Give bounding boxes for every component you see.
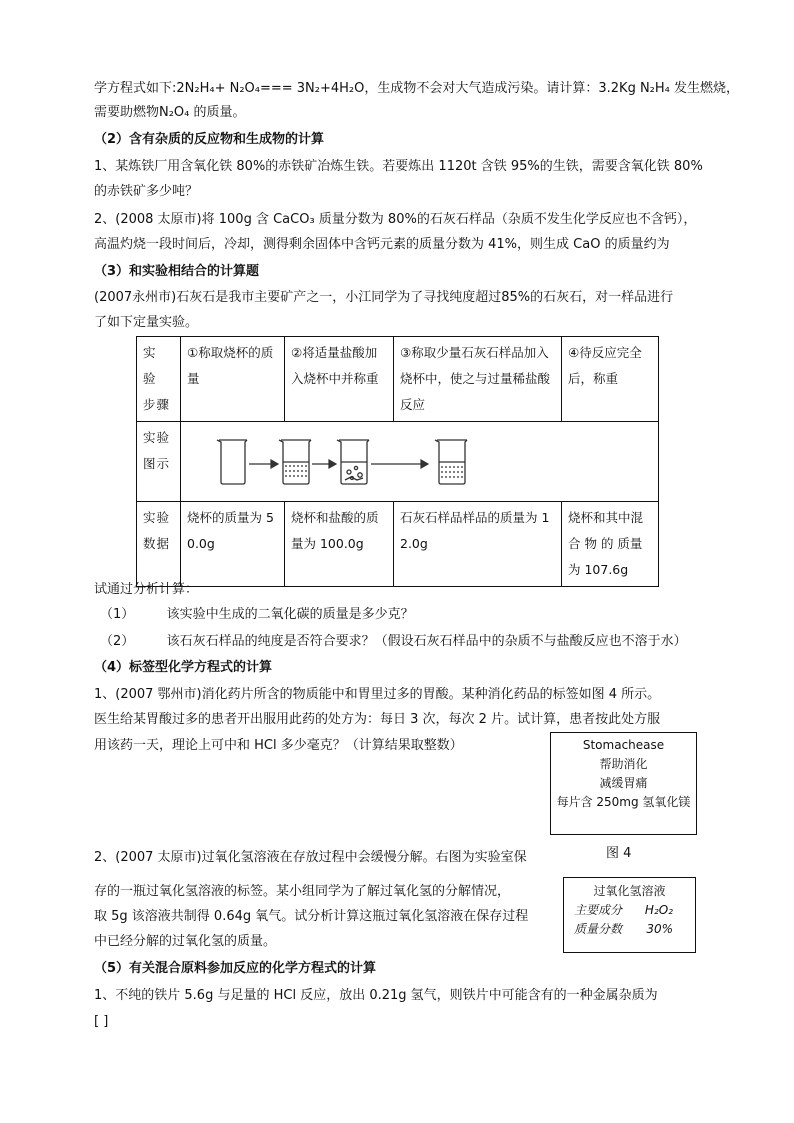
- s3-prompt: 试通过分析计算：: [94, 582, 199, 597]
- table-row-data: [137, 502, 659, 587]
- intro-line-1: 学方程式如下:2N₂H₄+ N₂O₄=== 3N₂+4H₂O，生成物不会对大气造成污染。请计算：3.2Kg N₂H₄ 发生燃烧，: [94, 81, 740, 96]
- s3-item-1: [100, 605, 414, 625]
- s3-intro-line-1: (2007永州市)石灰石是我市主要矿产之一，小江同学为了寻找纯度超过85%的石灰石，对一样品进行: [94, 290, 674, 305]
- row-label-data: 实验 数据: [137, 502, 181, 587]
- s3-item-2-text: 该石灰石样品的纯度是否符合要求？（假设石灰石样品中的杂质不与盐酸反应也不溶于水）: [166, 634, 687, 649]
- s5-q1-line-2: [ ]: [94, 1014, 109, 1029]
- s2-q1-line-1: 1、某炼铁厂用含氧化铁 80%的赤铁矿冶炼生铁。若要炼出 1120t 含铁 95%的生铁，需要含氧化铁 80%: [94, 159, 703, 174]
- s4-q2-line-2: 存的一瓶过氧化氢溶液的标签。某小组同学为了解过氧化氢的分解情况，: [94, 884, 511, 899]
- s4-q1-line-2: 医生给某胃酸过多的患者开出服用此药的处方为：每日 3 次，每次 2 片。试计算，患者按此处方服: [94, 712, 661, 727]
- s4-q1-line-1: 1、(2007 鄂州市)消化药片所含的物质能中和胃里过多的胃酸。某种消化药品的标签如图 4 所示。: [94, 687, 661, 702]
- beaker-illustration-cell: [181, 422, 659, 502]
- stomachease-label: [550, 732, 697, 835]
- s5-q1-line-1: 1、不纯的铁片 5.6g 与足量的 HCl 反应，放出 0.21g 氢气，则铁片中可能含有的一种金属杂质为: [94, 988, 658, 1003]
- data-2: 烧杯和盐酸的质量为 100.0g: [285, 502, 394, 587]
- arrow-2: [312, 460, 336, 468]
- step-1: ①称取烧杯的质量: [181, 337, 285, 422]
- label-brand: Stomachease: [582, 738, 665, 752]
- label-line-2: 帮助消化: [599, 757, 648, 771]
- section-3-title: （3）和实验相结合的计算题: [94, 264, 260, 279]
- s2-q2-line-1: 2、(2008 太原市)将 100g 含 CaCO₃ 质量分数为 80%的石灰石样品（杂质不发生化学反应也不含钙），: [94, 212, 697, 227]
- beaker-2-acid: [279, 440, 311, 484]
- s3-item-2: [100, 632, 687, 652]
- s3-item-1-num: （1）: [100, 607, 135, 622]
- h2o2-row-1: [564, 901, 695, 920]
- h2o2-label: [563, 877, 696, 953]
- beaker-1-empty: [217, 440, 247, 484]
- data-4: 烧杯和其中混 合 物 的 质量为 107.6g: [562, 502, 659, 587]
- s2-q2-line-2: 高温灼烧一段时间后，冷却，测得剩余固体中含钙元素的质量分数为 41%，则生成 CaO 的质量约为: [94, 237, 670, 252]
- section-4-title: （4）标签型化学方程式的计算: [94, 660, 273, 675]
- s4-q2-line-1: 2、(2007 太原市)过氧化氢溶液在存放过程中会缓慢分解。右图为实验室保: [94, 850, 527, 865]
- row-label-figures: 实验 图示: [137, 422, 181, 502]
- data-3: 石灰石样品样品的质量为 12.0g: [394, 502, 562, 587]
- s4-q2-line-3: 取 5g 该溶液共制得 0.64g 氧气。试分析计算这瓶过氧化氢溶液在保存过程: [94, 909, 529, 924]
- h2o2-row-1-val: H₂O₂: [644, 903, 673, 917]
- s4-q1-line-3: 用该药一天，理论上可中和 HCl 多少毫克？（计算结果取整数）: [94, 738, 463, 753]
- h2o2-row-2-key: 质量分数: [574, 922, 623, 936]
- beaker-diagram: [181, 422, 658, 496]
- data-1: 烧杯的质量为 50.0g: [181, 502, 285, 587]
- h2o2-label-title: 过氧化氢溶液: [593, 884, 666, 898]
- row-label-steps: 实 验 步骤: [137, 337, 181, 422]
- s3-intro-line-2: 了如下定量实验。: [94, 315, 199, 330]
- arrow-1: [249, 460, 278, 468]
- step-4: ④待反应完全后，称重: [562, 337, 659, 422]
- section-5-title: （5）有关混合原料参加反应的化学方程式的计算: [94, 961, 377, 976]
- label-line-3: 减缓胃痛: [599, 776, 648, 790]
- beaker-3-reaction: [337, 440, 369, 484]
- section-2-title: （2）含有杂质的反应物和生成物的计算: [94, 132, 325, 147]
- experiment-table: [136, 336, 659, 587]
- s3-item-2-num: （2）: [100, 634, 135, 649]
- s4-q2-line-4: 中已经分解的过氧化氢的质量。: [94, 934, 277, 949]
- figure-4-caption: 图 4: [606, 846, 632, 861]
- s3-item-1-text: 该实验中生成的二氧化碳的质量是多少克？: [166, 607, 414, 622]
- beaker-sequence-illustration: [181, 422, 657, 496]
- h2o2-row-2-val: 30%: [646, 922, 673, 936]
- beaker-4-final: [435, 440, 467, 484]
- intro-line-2: 需要助燃物N₂O₄ 的质量。: [94, 105, 246, 120]
- h2o2-row-1-key: 主要成分: [574, 903, 623, 917]
- step-2: ②将适量盐酸加入烧杯中并称重: [285, 337, 394, 422]
- table-row-steps: [137, 337, 659, 422]
- h2o2-row-2: [564, 920, 695, 939]
- table-row-figures: [137, 422, 659, 502]
- label-line-4: 每片含 250mg 氢氧化镁: [556, 795, 691, 809]
- step-3: ③称取少量石灰石样品加入烧杯中，使之与过量稀盐酸反应: [394, 337, 562, 422]
- s2-q1-line-2: 的赤铁矿多少吨？: [94, 184, 199, 199]
- arrow-3: [371, 460, 428, 468]
